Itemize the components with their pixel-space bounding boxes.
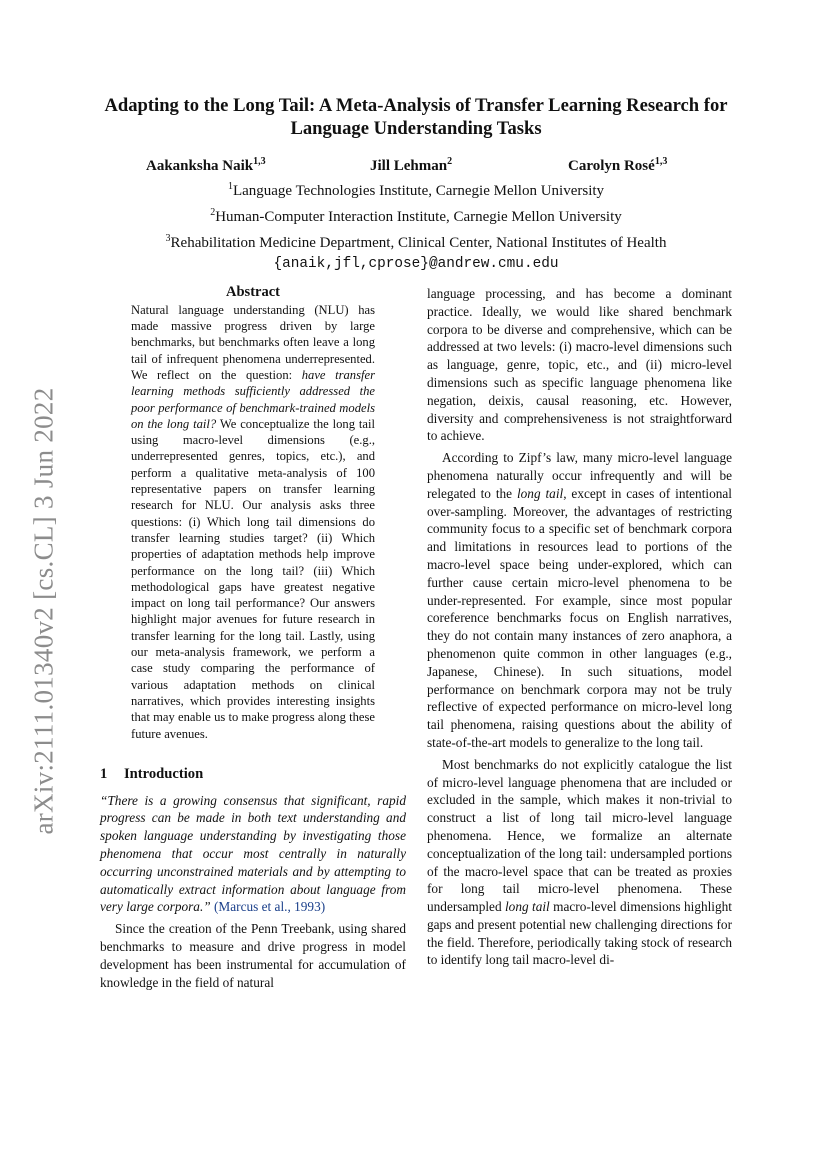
author-list (0, 156, 828, 178)
affiliation-2 (100, 202, 732, 228)
intro-paragraph-1-start: Since the creation of the Penn Treebank, using shared benchmarks to measure and drive progress in model development has been instrumental for accumulation of knowledge in the field of natural (100, 921, 406, 990)
epigraph-quote (100, 792, 406, 917)
abstract-text (131, 302, 375, 742)
paragraph-text: , except in cases of intentional over-sampling. Moreover, the advantages of restricting community focus to a specific set of benchmark corpora and limitations in resources lead to portions of the macro-level space being under-explored, which can further cause certain micro-level phenomena to be under-represented. For example, since most popular coreference benchmarks focus on English narratives, they do not contain many instances of zero anaphora, a phenomenon quite common in other languages (e.g., Japanese, Chinese). In such situations, model performance on benchmark corpora may not be truly reflective of expected performance on micro-level long tail phenomena, raising questions about the ability of state-of-the-art models to generalize to the long tail. (427, 485, 732, 750)
author-emails: {anaik,jfl,cprose}@andrew.cmu.edu (273, 256, 559, 272)
citation-link[interactable]: (Marcus et al., 1993) (214, 899, 326, 915)
section-heading-introduction (100, 766, 406, 784)
paragraph-text: macro-level dimensions highlight gaps and present potential new challenging directions for the field. Therefore, periodically taking stock of research to identify long tail macro-level di- (427, 899, 732, 968)
quote-text: “There is a growing consensus that significant, rapid progress can be made in both text understanding and spoken language understanding by investigating those phenomena that occur most centrally in naturally occurring unconstrained materials and by attempting to automatically extract information about language from very large corpora.” (100, 792, 406, 915)
affiliation-marker: 3 (165, 233, 171, 244)
emphasis-long-tail: long tail (516, 485, 564, 501)
affiliation-3 (100, 228, 732, 254)
abstract-heading: Abstract (226, 284, 280, 300)
affiliation-text: Language Technologies Institute, Carnegie Mellon University (232, 183, 605, 199)
affiliations (100, 176, 732, 275)
author-name: Carolyn Rosé (568, 158, 655, 174)
author-name: Aakanksha Naik (146, 158, 254, 174)
left-column (100, 284, 406, 991)
abstract-text-part-2: We conceptualize the long tail using macro-level dimensions (e.g., underrepresented genres, topics, etc.), and perform a qualitative meta-analysis of 100 representative papers on transfer learning research for NLU. Our analysis asks three questions: (i) Which long tail dimensions do transfer learning studies target? (ii) Which properties of adaptation methods help improve performance on the long tail? (iii) Which methodological gaps have greatest negative impact on long tail performance? Our answers highlight major avenues for future research in transfer learning for the long tail. Lastly, using our meta-analysis framework, we perform a case study comparing the performance of various adaptation methods on clinical narratives, which provides interesting insights that may enable us to make progress along these future avenues. (131, 416, 375, 741)
abstract-question: have transfer learning methods sufficiently addressed the poor performance of benchmark-trained models on the long tail? (131, 367, 375, 431)
intro-paragraph-1-continued: language processing, and has become a dominant practice. Ideally, we would like shared benchmark corpora to be diverse and comprehensive, which can be addressed at two levels: (i) macro-level dimensions such as language, genre, topic, etc., and (ii) micro-level dimensions such as specific language phenomena like negation, deixis, causal reasoning, etc. However, diversity and comprehensiveness is not straightforward to achieve. (427, 286, 732, 444)
author-affiliation-marker: 1,3 (253, 156, 266, 167)
arxiv-identifier-text: arXiv:2111.01340v2 [cs.CL] 3 Jun 2022 (28, 387, 59, 835)
author-affiliation-marker: 2 (447, 156, 453, 167)
section-title: Introduction (124, 765, 204, 782)
paragraph-text: According to Zipf’s law, many micro-level language phenomena naturally occur infrequently and will be relegated to the (427, 450, 732, 501)
abstract-text-part-1: Natural language understanding (NLU) has made massive progress driven by large benchmarks, but benchmarks often leave a long tail of infrequent phenomena underrepresented. We reflect on the question: (131, 302, 375, 382)
right-column (427, 285, 732, 969)
paragraph-text: Most benchmarks do not explicitly catalogue the list of micro-level language phenomena that are included or excluded in the sample, which makes it non-trivial to construct a list of long tail micro-level language phenomena. Hence, we formalize an alternate conceptualization of the long tail: undersampled portions of the macro-level space that can be treated as proxies for long tail micro-level phenomena. These undersampled (427, 756, 732, 915)
author-3 (568, 156, 667, 175)
author-affiliation-marker: 1,3 (654, 156, 668, 167)
intro-paragraph-3 (427, 756, 732, 970)
affiliation-marker: 1 (227, 181, 233, 192)
author-name: Jill Lehman (370, 158, 448, 174)
affiliation-1 (100, 176, 732, 202)
emphasis-long-tail: long tail (504, 899, 550, 915)
affiliation-text: Rehabilitation Medicine Department, Clinical Center, National Institutes of Health (170, 235, 667, 251)
affiliation-text: Human-Computer Interaction Institute, Carnegie Mellon University (215, 209, 622, 225)
author-2 (370, 156, 452, 175)
arxiv-identifier-stamp (24, 378, 64, 844)
paper-title: Adapting to the Long Tail: A Meta-Analysis of Transfer Learning Research for Language Understanding Tasks (104, 95, 728, 139)
author-1 (146, 156, 266, 175)
intro-paragraph-2 (427, 449, 732, 752)
affiliation-marker: 2 (210, 207, 216, 218)
section-number: 1 (100, 765, 108, 782)
